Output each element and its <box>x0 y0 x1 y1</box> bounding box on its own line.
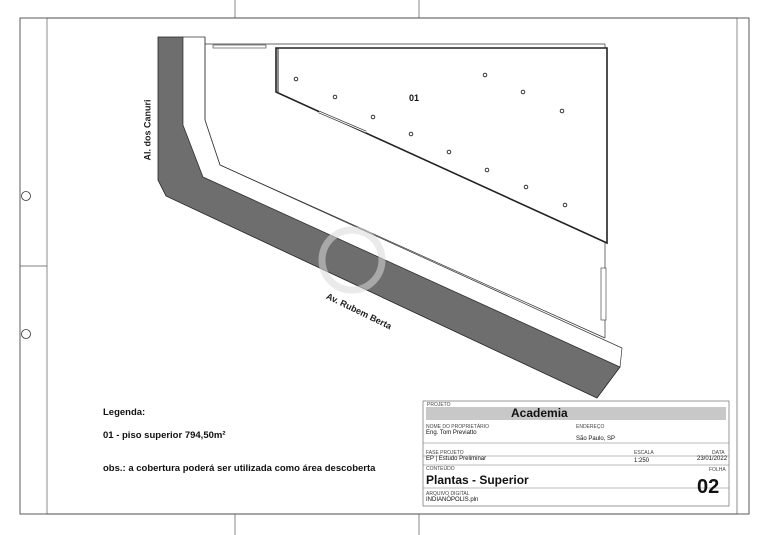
legend-title: Legenda: <box>103 407 146 418</box>
folha-label: FOLHA <box>709 467 726 473</box>
projeto-value: Academia <box>511 406 568 420</box>
window-mark-right <box>601 268 606 320</box>
conteudo-value: Plantas - Superior <box>426 473 529 487</box>
escala-label: ESCALA <box>634 450 654 456</box>
proprietario-value: Eng. Tom Previatto <box>426 430 477 436</box>
punch-hole-bottom <box>22 330 31 339</box>
street-label-left: Al. dos Canuri <box>142 99 153 161</box>
street-label-bottom: Av. Rubem Berta <box>324 291 394 332</box>
data-label: DATA <box>712 450 725 456</box>
fase-value: EP | Estudo Preliminar <box>426 456 487 462</box>
arquivo-value: INDIANÓPOLIS.pln <box>426 497 479 503</box>
escala-value: 1:250 <box>634 458 650 464</box>
arquivo-label: ARQUIVO DIGITAL <box>426 491 470 497</box>
fase-label: FASE PROJETO <box>426 450 464 456</box>
area-number-label: 01 <box>409 93 420 103</box>
window-mark-top <box>213 45 266 48</box>
legend-note: obs.: a cobertura poderá ser utilizada como área descoberta <box>103 463 376 474</box>
projeto-label: PROJETO <box>427 402 451 408</box>
endereco-value: São Paulo, SP <box>576 436 616 442</box>
data-value: 23/01/2022 <box>697 456 728 462</box>
proprietario-label: NOME DO PROPRIETÁRIO <box>426 424 490 430</box>
punch-hole-top <box>22 192 31 201</box>
title-block-project-band <box>426 407 726 420</box>
conteudo-label: CONTEÚDO <box>426 466 455 472</box>
folha-value: 02 <box>697 476 720 498</box>
legend-item: 01 - piso superior 794,50m² <box>103 430 226 441</box>
endereco-label: ENDEREÇO <box>576 424 605 430</box>
